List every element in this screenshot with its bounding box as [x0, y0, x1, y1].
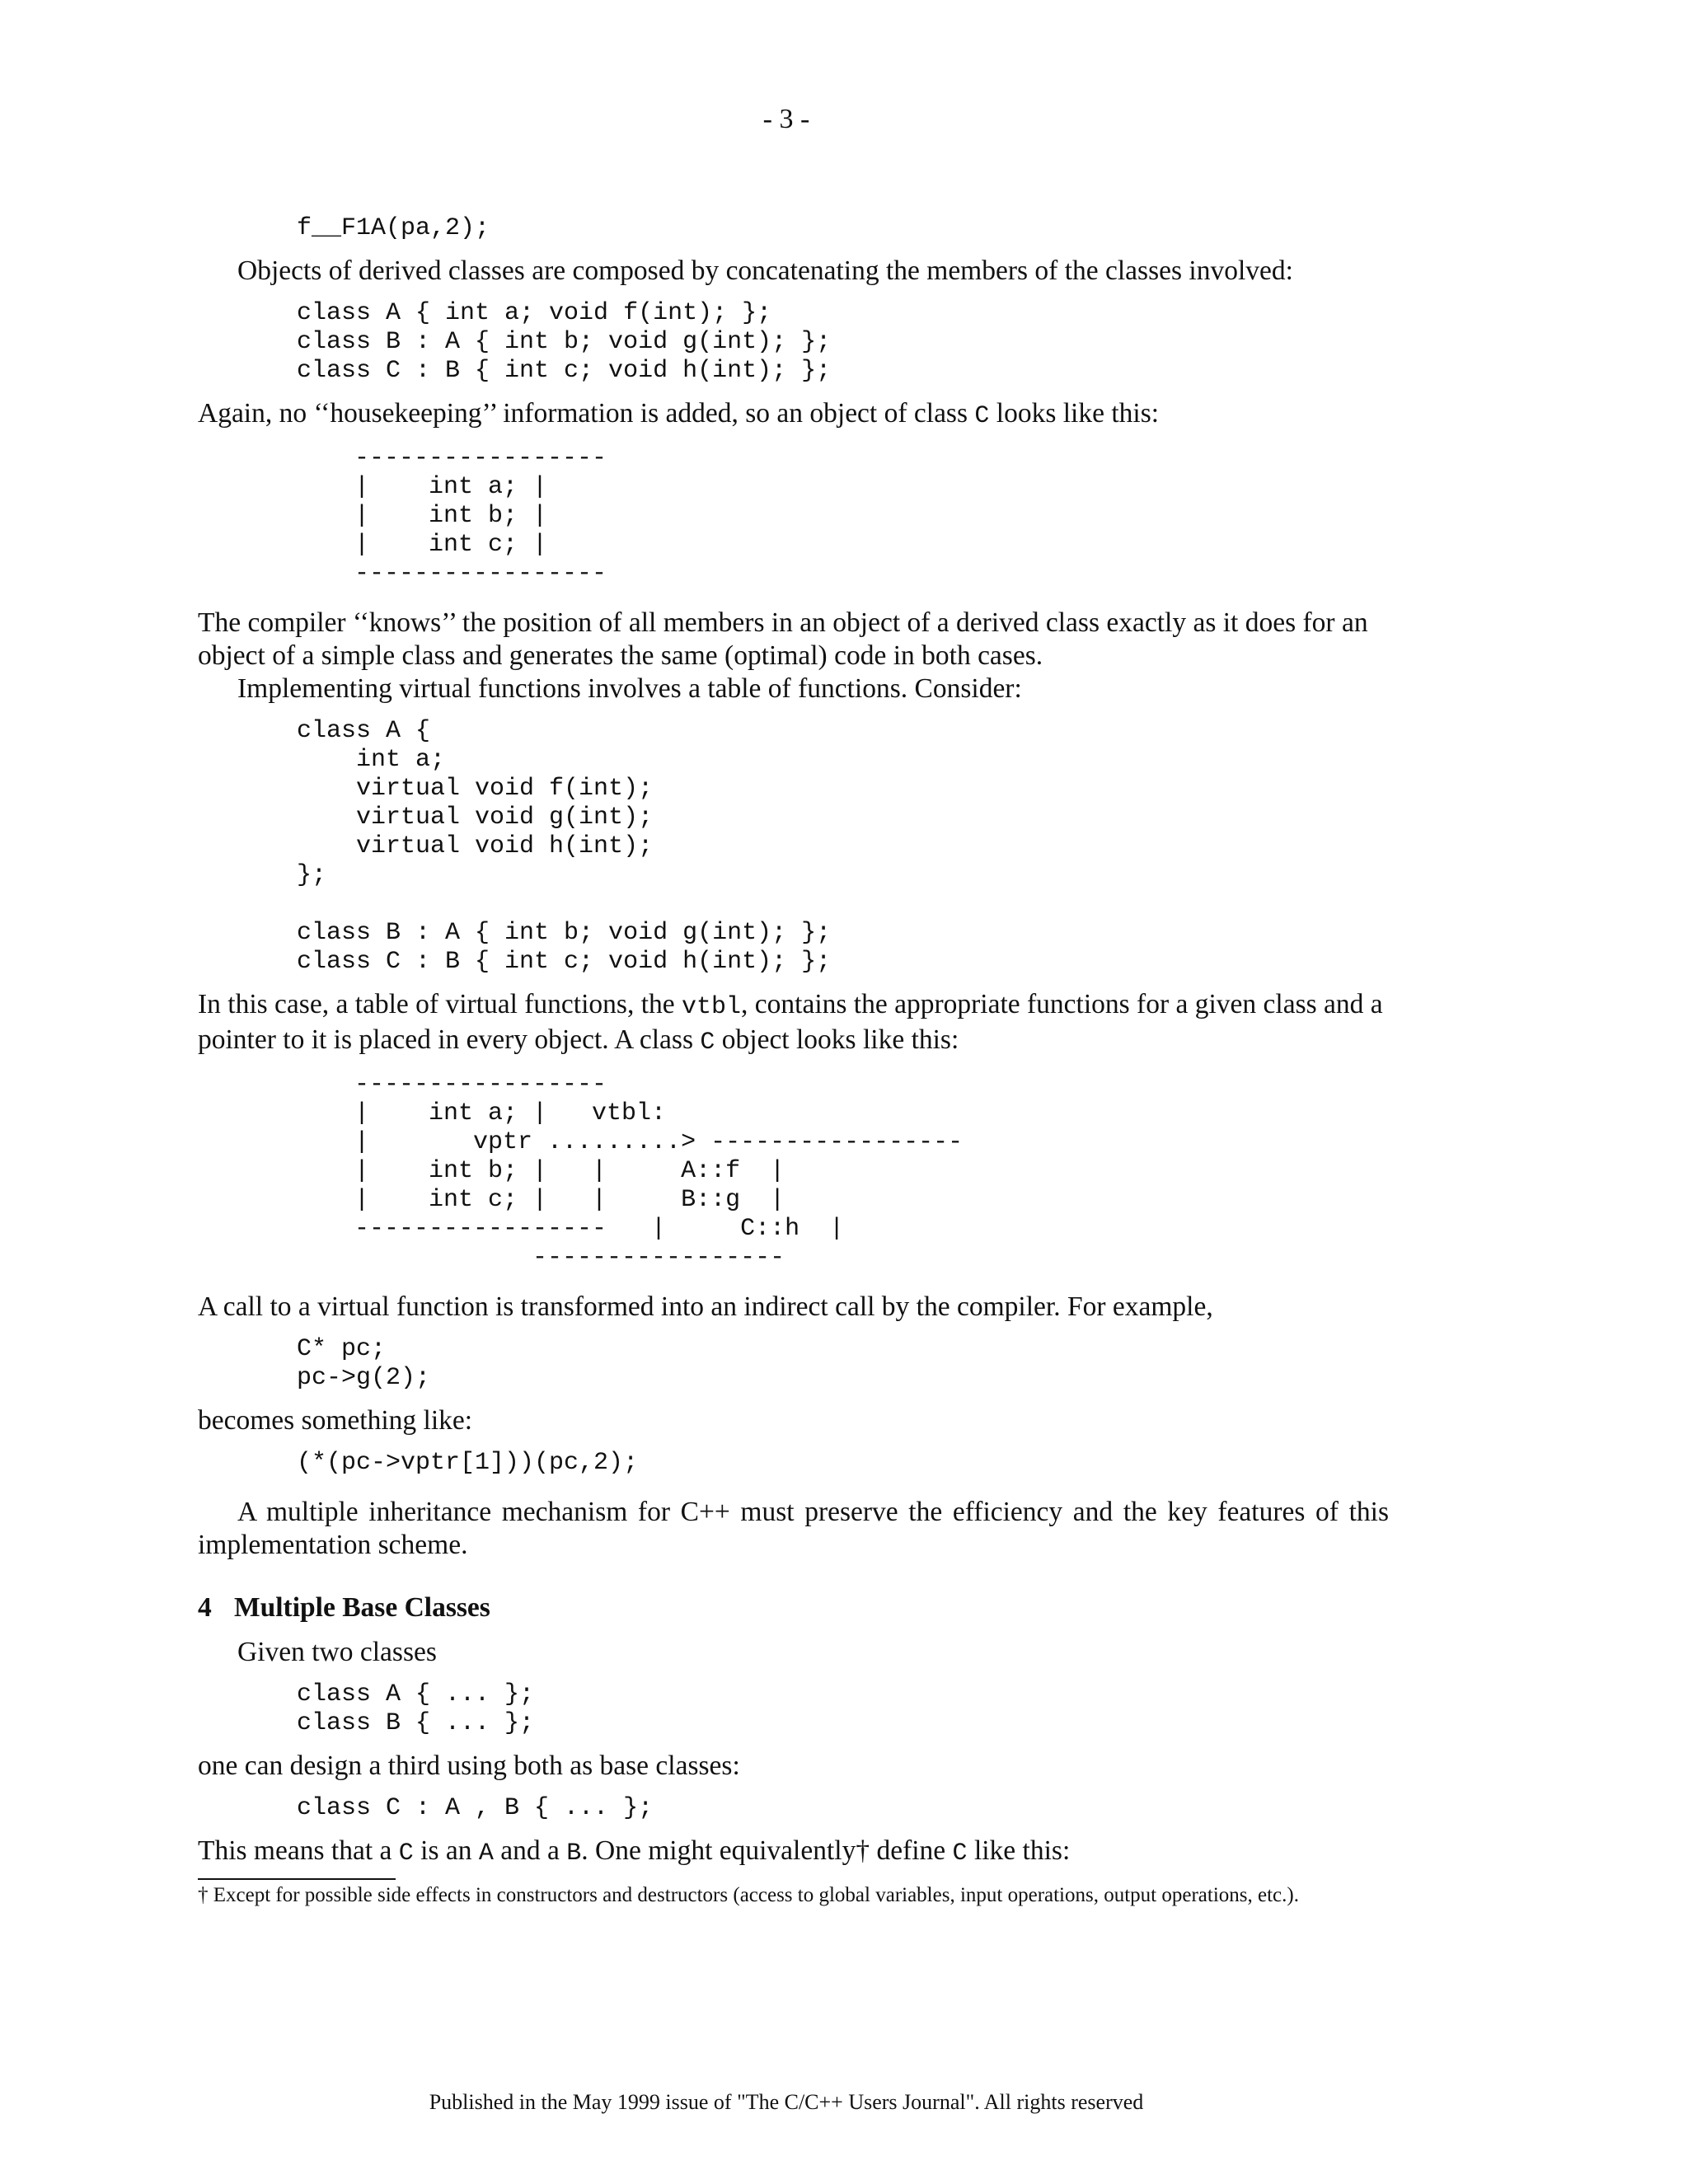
paragraph-no-housekeeping: Again, no ‘‘housekeeping’’ information is added, so an object of class C looks like this: — [198, 398, 1160, 430]
page-number: - 3 - — [762, 104, 810, 134]
page-body — [198, 214, 1389, 1908]
paragraph-c-is-a-and-b: This means that a C is an A and a B. One might equivalently† define C like this: — [198, 1835, 1071, 1868]
code-block-class-c: class C : A , B { ... }; — [297, 1794, 654, 1822]
vtbl-layout-diagram: ----------------- | int a; | vtbl: | vptr .........> ----------------- | int b; | | A::f | | int c; | | B::g | ----------------- | C::h | ----------------- — [354, 1071, 964, 1272]
paragraph-indirect-call: A call to a virtual function is transformed into an indirect call by the compiler. For example, — [198, 1291, 1213, 1322]
paragraph-becomes: becomes something like: — [198, 1405, 473, 1436]
paragraph-efficiency: A multiple inheritance mechanism for C++ must preserve the efficiency and the key features of this implementation scheme. — [198, 1497, 1389, 1560]
footnote: † Except for possible side effects in constructors and destructors (access to global variables, input operations, output operations, etc.). — [198, 1884, 1299, 1906]
footnote-divider — [198, 1878, 396, 1880]
code-block-f-call: f__F1A(pa,2); — [297, 214, 490, 242]
section-title: Multiple Base Classes — [234, 1592, 490, 1623]
code-block-vptr-call: (*(pc->vptr[1]))(pc,2); — [297, 1449, 639, 1477]
paragraph-design-third: one can design a third using both as base classes: — [198, 1750, 740, 1781]
section-heading-multiple-base-classes — [198, 1591, 1389, 1624]
paragraph-given-two-classes: Given two classes — [237, 1637, 437, 1667]
paragraph-derived-objects: Objects of derived classes are composed by concatenating the members of the classes involved: — [237, 255, 1293, 286]
section-number: 4 — [198, 1592, 212, 1623]
publication-footer: Published in the May 1999 issue of "The C/C++ Users Journal". All rights reserved — [429, 2090, 1144, 2114]
code-block-virtual-classes: class A { int a; virtual void f(int); virtual void g(int); virtual void h(int); }; class B : A { int b; void g(int); }; class C : B { int c; void h(int); }; — [297, 717, 832, 976]
code-block-derived-classes: class A { int a; void f(int); }; class B : A { int b; void g(int); }; class C : B { int c; void h(int); }; — [297, 299, 832, 385]
paragraph-virtual-functions-intro: Implementing virtual functions involves a table of functions. Consider: — [237, 673, 1022, 704]
code-block-two-classes: class A { ... }; class B { ... }; — [297, 1680, 535, 1737]
paragraph-compiler-knows: The compiler ‘‘knows’’ the position of all members in an object of a derived class exactly as it does for an object of a simple class and generates the same (optimal) code in both cases. — [198, 607, 1368, 671]
object-layout-diagram: ----------------- | int a; | | int b; | | int c; | ----------------- — [354, 444, 607, 588]
paragraph-vtbl: In this case, a table of virtual functions, the vtbl, contains the appropriate functions for a given class and a pointer to it is placed in every object. A class C object looks like this: — [198, 989, 1383, 1057]
code-block-pc-call: C* pc; pc->g(2); — [297, 1335, 431, 1392]
